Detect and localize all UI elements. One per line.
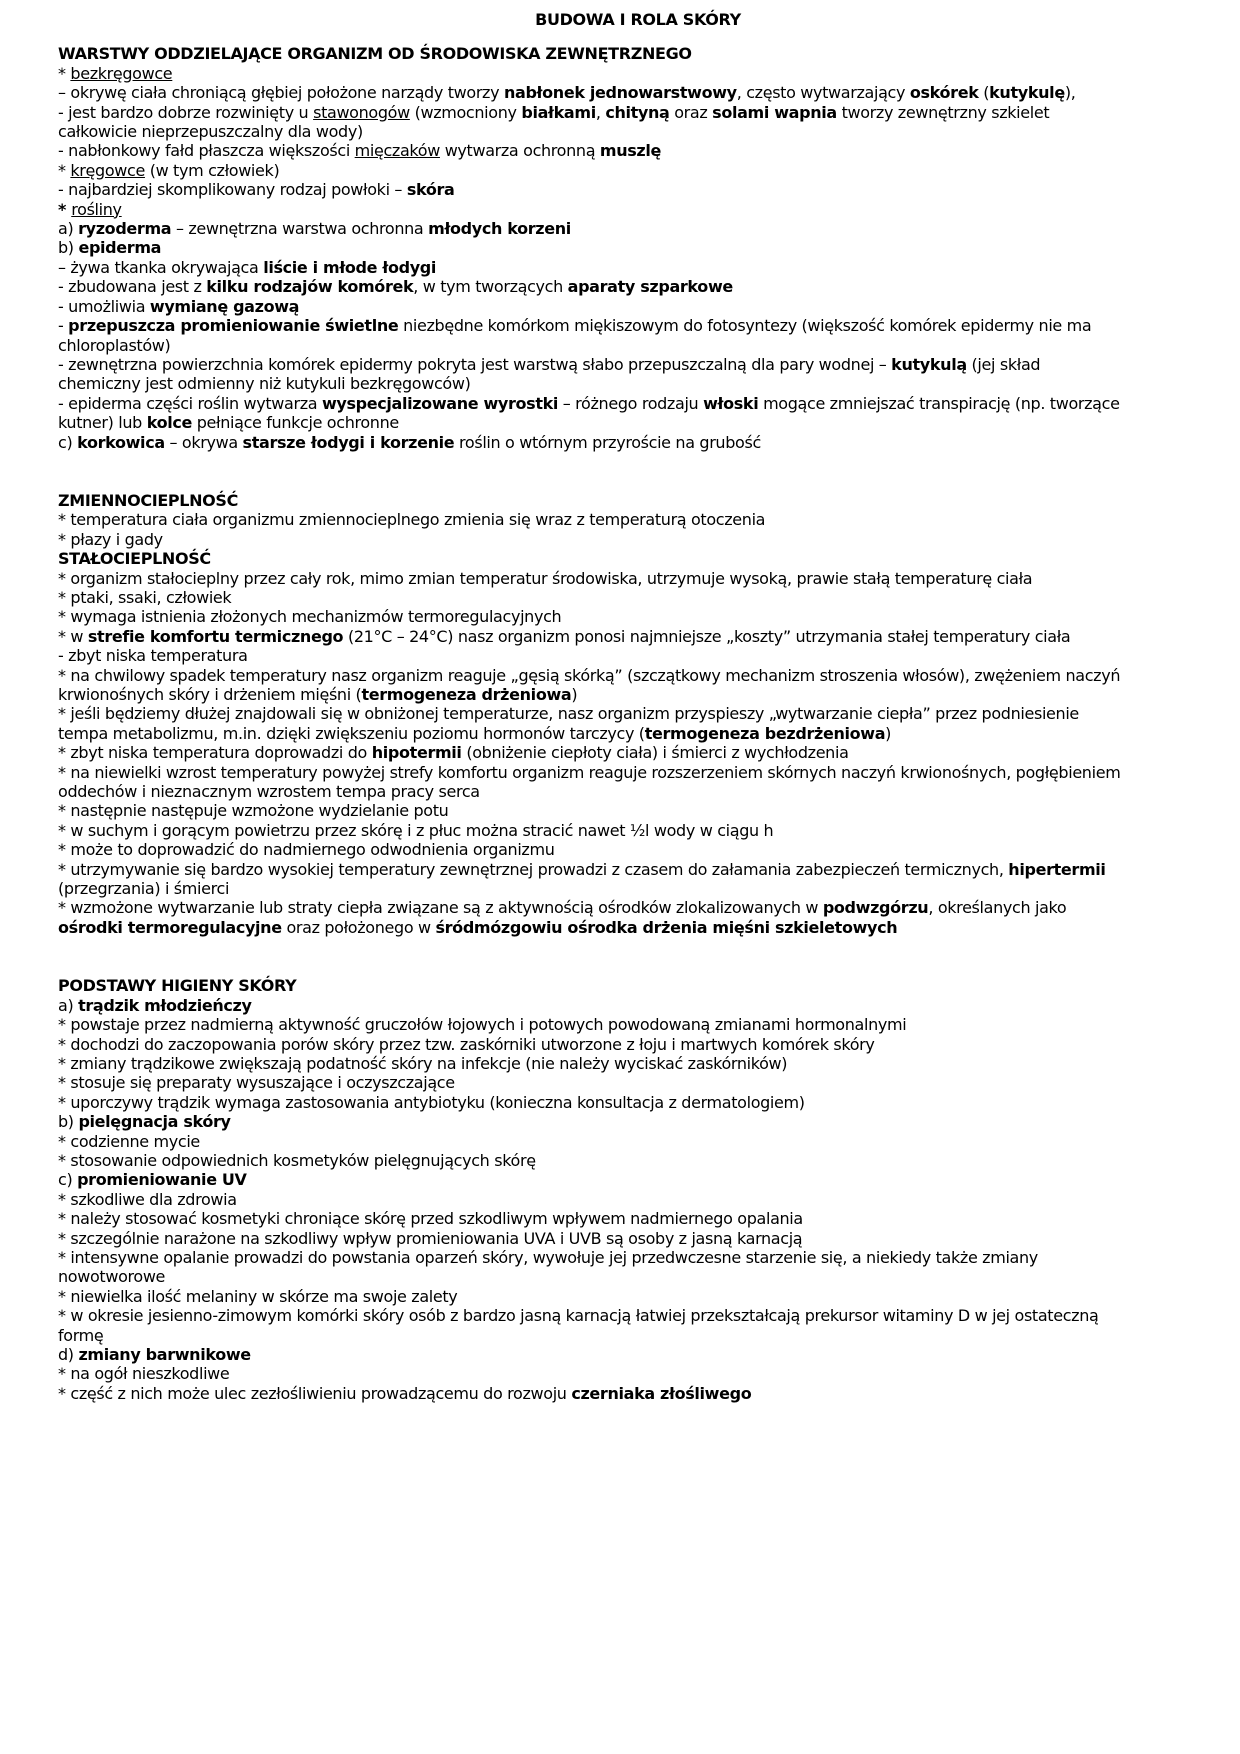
bold-term: chityną xyxy=(605,102,670,122)
text-run: * xyxy=(58,160,71,180)
text-run: * niewielka ilość melaniny w skórze ma swoje zalety xyxy=(58,1286,458,1306)
text-line xyxy=(58,64,1218,83)
text-run: – zewnętrzna warstwa ochronna xyxy=(171,219,429,239)
text-run: mogące zmniejszać transpirację (np. tworzące xyxy=(758,393,1120,413)
bold-term: strefie komfortu termicznego xyxy=(87,626,344,646)
text-line xyxy=(58,724,1218,743)
text-run: * utrzymywanie się bardzo wysokiej temperatury zewnętrznej prowadzi z czasem do załamania zabezpieczeń termicznych, xyxy=(58,859,1009,879)
text-run: (obniżenie ciepłoty ciała) i śmierci z wychłodzenia xyxy=(461,743,849,763)
text-run: * na chwilowy spadek temperatury nasz organizm reaguje „gęsią skórką” (szczątkowy mechanizm stroszenia włosów), zwężeniem naczyń xyxy=(58,665,1121,685)
bold-term: epiderma xyxy=(78,238,162,258)
text-run: - zbudowana jest z xyxy=(58,277,207,297)
text-run: nowotworowe xyxy=(58,1267,166,1287)
text-line xyxy=(58,141,1218,160)
bold-term: wyspecjalizowane wyrostki xyxy=(321,393,559,413)
text-line xyxy=(58,588,1218,607)
text-line xyxy=(58,1248,1218,1267)
text-run: d) xyxy=(58,1345,79,1364)
text-line xyxy=(58,122,1218,141)
text-run: , w tym tworzących xyxy=(413,277,568,297)
text-line xyxy=(58,1132,1218,1151)
bold-term: zmiany barwnikowe xyxy=(78,1345,251,1364)
text-run: * płazy i gady xyxy=(58,529,163,549)
text-line xyxy=(58,1190,1218,1209)
text-line xyxy=(58,1287,1218,1306)
text-run: wytwarza ochronną xyxy=(439,141,600,161)
text-line xyxy=(58,704,1218,723)
text-line xyxy=(58,336,1218,355)
text-run: * ptaki, ssaki, człowiek xyxy=(58,587,232,607)
text-line xyxy=(58,433,1218,452)
text-run: * w xyxy=(58,626,88,646)
bold-term: hipotermii xyxy=(371,743,462,763)
text-line xyxy=(58,1326,1218,1345)
text-run: c) xyxy=(58,1170,78,1190)
text-line xyxy=(58,607,1218,626)
text-line xyxy=(58,996,1218,1015)
text-line xyxy=(58,530,1218,549)
bold-term: trądzik młodzieńczy xyxy=(78,995,252,1015)
text-line xyxy=(58,569,1218,588)
text-run: b) xyxy=(58,1112,79,1132)
section-heading: WARSTWY ODDZIELAJĄCE ORGANIZM OD ŚRODOWISKA ZEWNĘTRZNEGO xyxy=(58,44,692,64)
text-run: a) xyxy=(58,219,79,239)
text-run: niezbędne komórkom miękiszowym do fotosyntezy (większość komórek epidermy nie ma xyxy=(398,316,1092,336)
section xyxy=(58,491,1218,549)
text-run: * szkodliwe dla zdrowia xyxy=(58,1189,237,1209)
text-line xyxy=(58,413,1218,432)
text-run: * temperatura ciała organizmu zmiennocieplnego zmienia się wraz z temperaturą otoczenia xyxy=(58,510,766,530)
text-run: , xyxy=(595,102,606,122)
text-run: - zbyt niska temperatura xyxy=(58,646,248,666)
text-line xyxy=(58,258,1218,277)
bold-term: oskórek xyxy=(909,83,979,103)
text-line xyxy=(58,1015,1218,1034)
text-line xyxy=(58,1170,1218,1189)
text-run: * organizm stałocieplny przez cały rok, mimo zmian temperatur środowiska, utrzymuje wysoką, prawie stałą temperaturę ciała xyxy=(58,568,1033,588)
text-run: – okrywę ciała chroniącą głębiej położone narządy tworzy xyxy=(58,83,504,103)
section xyxy=(58,44,1218,452)
bold-term: podwzgórzu xyxy=(822,898,929,918)
underlined-term: stawonogów xyxy=(313,102,410,122)
text-line xyxy=(58,1306,1218,1325)
document-body xyxy=(58,44,1218,1403)
text-run: * na ogół nieszkodliwe xyxy=(58,1364,230,1384)
text-run: (przegrzania) i śmierci xyxy=(58,879,230,899)
text-run: tempa metabolizmu, m.in. dzięki zwiększeniu poziomu hormonów tarczycy ( xyxy=(58,723,645,743)
text-run: formę xyxy=(58,1325,104,1345)
text-run: * na niewielki wzrost temperatury powyżej strefy komfortu organizm reaguje rozszerzeniem skórnych naczyń krwionośnych, pogłębieniem xyxy=(58,762,1121,782)
section-heading: STAŁOCIEPLNOŚĆ xyxy=(58,549,211,569)
text-line xyxy=(58,297,1218,316)
text-line xyxy=(58,782,1218,801)
bold-term: termogeneza drżeniowa xyxy=(361,685,572,704)
section-heading: ZMIENNOCIEPLNOŚĆ xyxy=(58,490,238,510)
bold-term: kilku rodzajów komórek xyxy=(206,277,414,297)
underlined-term: rośliny xyxy=(71,199,122,219)
text-run: ( xyxy=(978,83,990,103)
bold-term: nabłonek jednowarstwowy xyxy=(503,83,737,103)
text-line xyxy=(58,238,1218,257)
bold-term: ryzoderma xyxy=(78,219,172,239)
text-run: oddechów i nieznacznym wzrostem tempa pracy serca xyxy=(58,782,480,802)
text-run: chemiczny jest odmienny niż kutykuli bezkręgowców) xyxy=(58,374,471,394)
bold-term: muszlę xyxy=(599,141,662,161)
text-run: (jej skład xyxy=(966,354,1041,374)
bold-term: starsze łodygi i korzenie xyxy=(242,432,455,452)
text-run: * jeśli będziemy dłużej znajdowali się w obniżonej temperaturze, nasz organizm przyspieszy „wytwarzanie ciepła” przez podniesienie xyxy=(58,704,1079,724)
text-line xyxy=(58,1364,1218,1383)
text-line xyxy=(58,1035,1218,1054)
text-run: * zmiany trądzikowe zwiększają podatność skóry na infekcje (nie należy wyciskać zaskórników) xyxy=(58,1053,788,1073)
text-run: * może to doprowadzić do nadmiernego odwodnienia organizmu xyxy=(58,840,555,860)
section-heading: PODSTAWY HIGIENY SKÓRY xyxy=(58,976,297,996)
text-line xyxy=(58,200,1218,219)
bold-term: * xyxy=(58,199,72,219)
text-run: ) xyxy=(571,685,578,704)
text-line xyxy=(58,1229,1218,1248)
text-line xyxy=(58,743,1218,762)
bold-term: przepuszcza promieniowanie świetlne xyxy=(68,316,399,336)
text-run: - umożliwia xyxy=(58,296,150,316)
text-run: c) xyxy=(58,432,78,452)
text-run: a) xyxy=(58,995,79,1015)
bold-term: skóra xyxy=(406,180,455,200)
bold-term: pielęgnacja skóry xyxy=(78,1112,231,1132)
text-line xyxy=(58,316,1218,335)
text-line xyxy=(58,394,1218,413)
text-run: * wzmożone wytwarzanie lub straty ciepła związane są z aktywnością ośrodków zlokalizowanych w xyxy=(58,898,823,918)
bold-term: solami wapnia xyxy=(712,102,837,122)
text-line xyxy=(58,103,1218,122)
text-run: – żywa tkanka okrywająca xyxy=(58,257,264,277)
text-line xyxy=(58,83,1218,102)
text-run: * dochodzi do zaczopowania porów skóry przez tzw. zaskórniki utworzone z łoju i martwych komórek skóry xyxy=(58,1034,875,1054)
text-line xyxy=(58,374,1218,393)
text-run: * xyxy=(58,63,71,83)
text-run: - nabłonkowy fałd płaszcza większości xyxy=(58,141,355,161)
section-spacer xyxy=(58,937,1218,976)
bold-term: śródmózgowiu ośrodka drżenia mięśni szkieletowych xyxy=(435,917,898,937)
text-run: * wymaga istnienia złożonych mechanizmów termoregulacyjnych xyxy=(58,607,562,627)
text-run: * zbyt niska temperatura doprowadzi do xyxy=(58,743,372,763)
text-line xyxy=(58,840,1218,859)
text-run: oraz xyxy=(669,102,713,122)
text-run: - epiderma części roślin wytwarza xyxy=(58,393,322,413)
text-run: - zewnętrzna powierzchnia komórek epidermy pokryta jest warstwą słabo przepuszczalną dla pary wodnej – xyxy=(58,354,892,374)
bold-term: włoski xyxy=(703,393,759,413)
text-run: * codzienne mycie xyxy=(58,1131,200,1151)
text-line xyxy=(58,801,1218,820)
text-run: * w okresie jesienno-zimowym komórki skóry osób z bardzo jasną karnacją łatwiej przekształcają prekursor witaminy D w jej ostateczną xyxy=(58,1306,1099,1326)
section xyxy=(58,549,1218,937)
bold-term: czerniaka złośliwego xyxy=(571,1383,752,1403)
text-run: – okrywa xyxy=(164,432,243,452)
underlined-term: bezkręgowce xyxy=(70,63,173,83)
text-line xyxy=(58,627,1218,646)
text-line xyxy=(58,666,1218,685)
text-run: pełniące funkcje ochronne xyxy=(192,413,399,433)
text-line xyxy=(58,219,1218,238)
text-line xyxy=(58,898,1218,917)
text-run: , często wytwarzający xyxy=(736,83,910,103)
text-line xyxy=(58,1054,1218,1073)
text-run: b) xyxy=(58,238,79,258)
text-line xyxy=(58,1209,1218,1228)
bold-term: młodych korzeni xyxy=(428,219,571,239)
text-run: - najbardziej skomplikowany rodzaj powłoki – xyxy=(58,180,407,200)
text-run: (wzmocniony xyxy=(409,102,522,122)
text-line xyxy=(58,879,1218,898)
text-run: – różnego rodzaju xyxy=(558,393,704,413)
text-run: * w suchym i gorącym powietrzu przez skórę i z płuc można stracić nawet ½l wody w ciągu h xyxy=(58,820,774,840)
text-run: , określanych jako xyxy=(928,898,1067,918)
bold-term: wymianę gazową xyxy=(149,296,300,316)
section xyxy=(58,976,1218,1403)
bold-term: liście i młode łodygi xyxy=(263,257,437,277)
text-line xyxy=(58,860,1218,879)
text-line xyxy=(58,685,1218,704)
bold-term: hipertermii xyxy=(1008,859,1106,879)
text-line xyxy=(58,277,1218,296)
text-run: (w tym człowiek) xyxy=(144,160,280,180)
bold-term: białkami xyxy=(521,102,596,122)
text-run: - jest bardzo dobrze rozwinięty u xyxy=(58,102,314,122)
text-run: * część z nich może ulec zezłośliwieniu prowadzącemu do rozwoju xyxy=(58,1383,572,1403)
text-run: całkowicie nieprzepuszczalny dla wody) xyxy=(58,122,363,142)
text-run: kutner) lub xyxy=(58,413,147,433)
text-run: chloroplastów) xyxy=(58,335,171,355)
bold-term: kutykulą xyxy=(891,354,967,374)
section-spacer xyxy=(58,452,1218,491)
text-line xyxy=(58,355,1218,374)
text-run: * stosuje się preparaty wysuszające i oczyszczające xyxy=(58,1073,455,1093)
text-run: * należy stosować kosmetyki chroniące skórę przed szkodliwym wpływem nadmiernego opalania xyxy=(58,1209,803,1229)
text-line xyxy=(58,161,1218,180)
text-line xyxy=(58,821,1218,840)
bold-term: promieniowanie UV xyxy=(77,1170,247,1190)
text-run: * uporczywy trądzik wymaga zastosowania antybiotyku (konieczna konsultacja z dermatologiem) xyxy=(58,1092,805,1112)
underlined-term: kręgowce xyxy=(70,160,145,180)
text-run: oraz położonego w xyxy=(281,917,436,937)
text-line xyxy=(58,1267,1218,1286)
underlined-term: mięczaków xyxy=(354,141,440,161)
bold-term: korkowica xyxy=(77,432,165,452)
text-line xyxy=(58,510,1218,529)
text-line xyxy=(58,1093,1218,1112)
text-line xyxy=(58,763,1218,782)
text-run: * następnie następuje wzmożone wydzielanie potu xyxy=(58,801,449,821)
bold-term: kutykulę xyxy=(989,83,1065,103)
document-title: BUDOWA I ROLA SKÓRY xyxy=(535,10,741,29)
text-line xyxy=(58,1112,1218,1131)
bold-term: termogeneza bezdrżeniowa xyxy=(644,723,886,743)
text-run: ) xyxy=(885,723,892,743)
text-run: * intensywne opalanie prowadzi do powstania oparzeń skóry, wywołuje jej przedwczesne starzenie się, a niekiedy także zmiany xyxy=(58,1247,1038,1267)
text-run: ), xyxy=(1064,83,1076,103)
bold-term: ośrodki termoregulacyjne xyxy=(58,917,282,937)
text-run: * stosowanie odpowiednich kosmetyków pielęgnujących skórę xyxy=(58,1150,536,1170)
text-run: krwionośnych skóry i drżeniem mięśni ( xyxy=(58,685,362,704)
bold-term: aparaty szparkowe xyxy=(567,277,733,297)
text-line xyxy=(58,1384,1218,1403)
text-run: * szczególnie narażone na szkodliwy wpływ promieniowania UVA i UVB są osoby z jasną karnacją xyxy=(58,1228,803,1248)
text-run: - xyxy=(58,316,69,336)
text-run: tworzy zewnętrzny szkielet xyxy=(836,102,1050,122)
text-line xyxy=(58,646,1218,665)
text-run: * powstaje przez nadmierną aktywność gruczołów łojowych i potowych powodowaną zmianami hormonalnymi xyxy=(58,1015,907,1035)
text-line xyxy=(58,1151,1218,1170)
text-line xyxy=(58,918,1218,937)
text-run: roślin o wtórnym przyroście na grubość xyxy=(454,432,761,452)
text-line xyxy=(58,1073,1218,1092)
bold-term: kolce xyxy=(146,413,192,433)
text-line xyxy=(58,180,1218,199)
text-line xyxy=(58,1345,1218,1364)
document-page xyxy=(58,10,1218,1403)
text-run: (21°C – 24°C) nasz organizm ponosi najmniejsze „koszty” utrzymania stałej temperatury ciała xyxy=(343,626,1071,646)
